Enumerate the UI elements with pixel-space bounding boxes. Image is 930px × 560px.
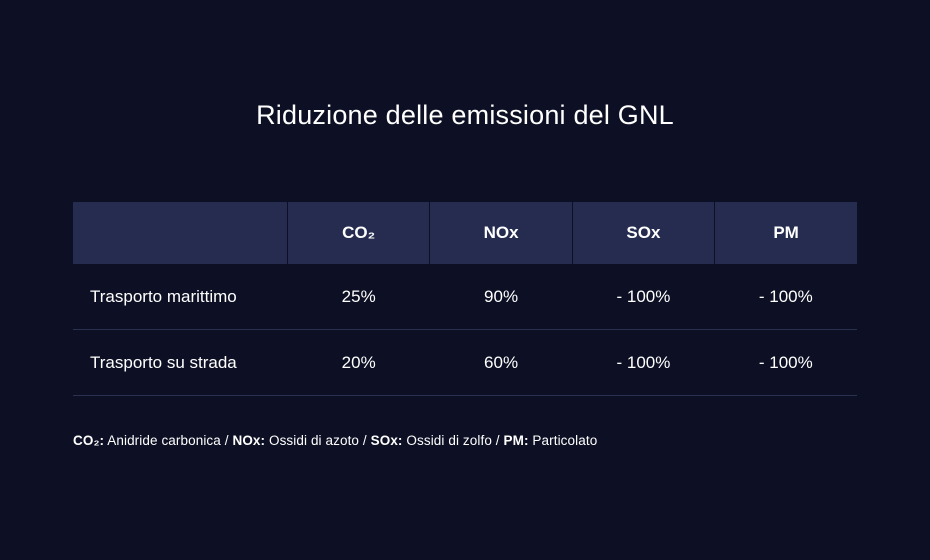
table-row [73, 330, 857, 396]
footnote-legend [73, 433, 597, 448]
table-header-corner [73, 202, 288, 264]
cell-road-nox: 60% [430, 330, 572, 396]
cell-maritime-co2: 25% [288, 264, 430, 330]
cell-road-pm: - 100% [715, 330, 857, 396]
footnote-def-nox: Ossidi di azoto [268, 433, 360, 448]
footnote-term-sox: SOx: [370, 433, 403, 448]
table-header-row [73, 202, 857, 264]
header-label-pm: PM [773, 223, 799, 242]
emissions-table [73, 202, 857, 396]
cell-maritime-nox: 90% [430, 264, 572, 330]
cell-road-sox: - 100% [572, 330, 714, 396]
table-header-pm [715, 202, 857, 264]
row-label-maritime: Trasporto marittimo [73, 264, 288, 330]
footnote-term-pm: PM: [503, 433, 529, 448]
table-row [73, 264, 857, 330]
page-title: Riduzione delle emissioni del GNL [256, 100, 674, 130]
footnote-def-co2: Anidride carbonica [107, 433, 221, 448]
table-header-co2 [288, 202, 430, 264]
table-header [73, 202, 857, 264]
cell-road-co2: 20% [288, 330, 430, 396]
footnote-separator: / [495, 433, 500, 448]
footnote-separator: / [224, 433, 229, 448]
footnote-separator: / [362, 433, 367, 448]
header-label-sox: SOx [626, 223, 661, 242]
header-label-nox: NOx [483, 223, 519, 242]
footnote-term-co2: CO₂: [73, 433, 105, 448]
footnote-def-sox: Ossidi di zolfo [406, 433, 492, 448]
footnote-def-pm: Particolato [532, 433, 598, 448]
row-label-road: Trasporto su strada [73, 330, 288, 396]
emissions-table-container [73, 202, 857, 396]
cell-maritime-pm: - 100% [715, 264, 857, 330]
table-header-nox [430, 202, 572, 264]
header-label-co2: CO₂ [342, 223, 376, 242]
table-body [73, 264, 857, 396]
cell-maritime-sox: - 100% [572, 264, 714, 330]
footnote-term-nox: NOx: [232, 433, 266, 448]
table-header-sox [572, 202, 714, 264]
